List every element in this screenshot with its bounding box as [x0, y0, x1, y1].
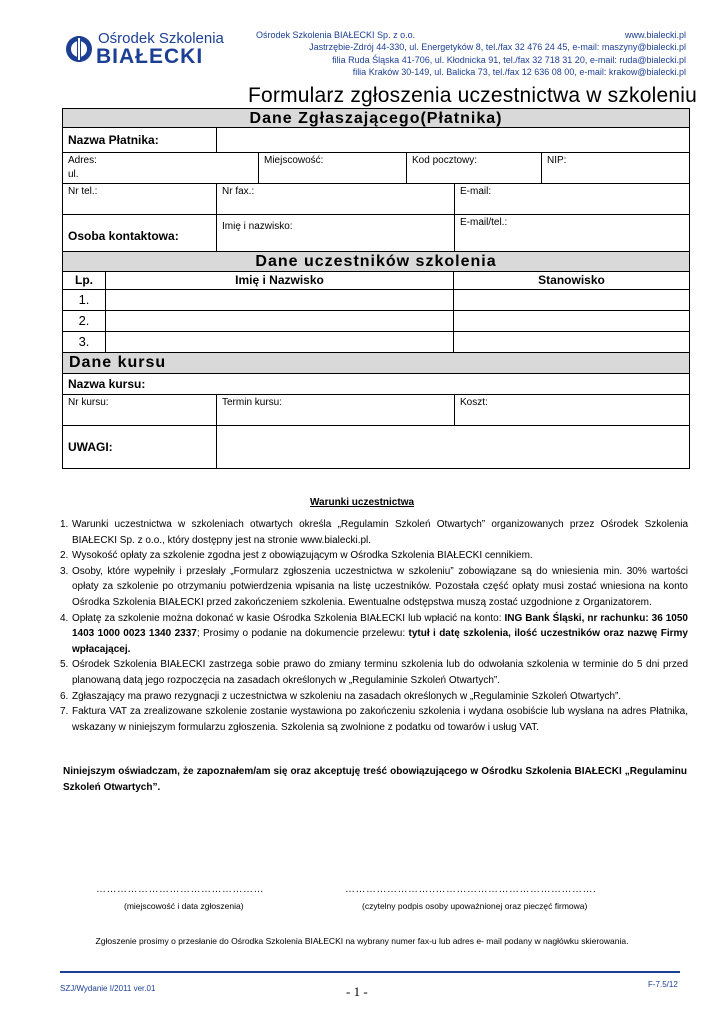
condition-item — [60, 657, 688, 688]
condition-text-part: Warunki uczestnictwa w szkoleniach otwartych określa „Regulamin Szkoleń Otwartych” organizowanych przez Ośrodek Szkolenia BIAŁECKI Sp. z o.o., który dostępny jest na stronie www.bialecki.pl. — [72, 519, 688, 546]
contact-person-label: Osoba kontaktowa: — [63, 215, 217, 251]
page-number: - 1 - — [346, 984, 368, 999]
city-field[interactable] — [259, 153, 407, 183]
participants-header-row — [62, 272, 690, 290]
company-logo — [64, 30, 224, 70]
condition-text-part: Wysokość opłaty za szkolenie zgodna jest z obowiązującym w Ośrodka Szkolenia BIAŁECKI cennikiem. — [72, 550, 533, 562]
condition-number: 2. — [60, 550, 69, 562]
condition-item — [60, 611, 688, 658]
participant-row — [62, 311, 690, 332]
contact-name-label: Imię i nazwisko: — [222, 221, 293, 232]
submission-note: Zgłoszenie prosimy o przesłanie do Ośrodka Szkolenia BIAŁECKI na wybrany numer fax-u lub adres e- mail podany w nagłówku skierowania. — [95, 936, 629, 946]
logo-brand: BIAŁECKI — [96, 45, 204, 68]
participant-number: 1. — [63, 290, 106, 310]
column-header-lp: Lp. — [63, 272, 106, 289]
participant-position-field[interactable] — [454, 290, 689, 310]
condition-text — [72, 564, 688, 611]
participant-name-field[interactable] — [106, 332, 454, 352]
contact-row — [62, 215, 690, 252]
course-name-row — [62, 374, 690, 395]
authorized-signature-caption: (czytelny podpis osoby upoważnionej oraz pieczęć firmowa) — [362, 901, 588, 911]
application-form — [62, 108, 690, 469]
participant-name-field[interactable] — [106, 311, 454, 331]
payer-name-field[interactable] — [217, 128, 689, 152]
participant-position-field[interactable] — [454, 332, 689, 352]
condition-number: 3. — [60, 565, 69, 577]
email-field[interactable] — [455, 184, 689, 214]
company-website[interactable]: www.bialecki.pl — [624, 30, 686, 40]
address-field[interactable] — [63, 153, 259, 183]
conditions-list — [60, 517, 688, 735]
course-name-field[interactable] — [63, 374, 689, 394]
nip-label: NIP: — [547, 155, 567, 166]
company-name: Ośrodek Szkolenia BIAŁECKI Sp. z o.o. — [256, 30, 416, 40]
fax-label: Nr fax.: — [222, 186, 255, 197]
participant-row — [62, 332, 690, 353]
authorized-signature-line[interactable]: ……………………..………………………………………. — [345, 884, 597, 895]
document-edition: SZJ/Wydanie I/2011 ver.01 — [60, 984, 156, 993]
declaration-text: Niniejszym oświadczam, że zapoznałem/am się oraz akceptuję treść obowiązującego w Ośrodku Szkolenia BIAŁECKI „Regulaminu Szkoleń Otwartych”. — [63, 766, 687, 793]
place-date-caption: (miejscowość i data zgłoszenia) — [124, 901, 244, 911]
condition-text — [72, 657, 688, 688]
logo-subtitle: Ośrodek Szkolenia — [98, 30, 224, 47]
form-code: F-7.5/12 — [648, 980, 678, 989]
condition-text-part: Zgłaszający ma prawo rezygnacji z uczestnictwa w szkoleniu na zasadach określonych w „Regulaminie Szkoleń Otwartych”. — [72, 690, 622, 702]
condition-text-part: Osoby, które wypełniły i przesłały „Formularz zgłoszenia uczestnictwa w szkoleniu” zobowiązane są do wniesienia min. 30% wartości opłaty za szkolenie po otrzymaniu potwierdzenia wpisania na listę uczestników. Pozostała część opłaty musi zostać wniesiona na konto Ośrodka Szkolenia BIAŁECKI przed zakończeniem szkolenia. Ewentualne odstępstwa muszą zostać uzgodnione z Organizatorem. — [72, 565, 688, 608]
condition-text-bold: tytuł i datę szkolenia, ilość uczestników oraz nazwę Firmy wpłacającej. — [72, 628, 688, 655]
course-date-field[interactable] — [217, 395, 455, 425]
remarks-field[interactable] — [217, 426, 689, 468]
section-header-participants — [62, 252, 690, 272]
condition-number: 6. — [60, 690, 69, 702]
phone-label: Nr tel.: — [68, 186, 98, 197]
city-label: Miejscowość: — [264, 155, 324, 166]
condition-item — [60, 704, 688, 735]
condition-number: 1. — [60, 519, 69, 530]
condition-text — [72, 611, 688, 658]
section-title-participants: Dane uczestników szkolenia — [63, 252, 689, 271]
course-number-label: Nr kursu: — [68, 397, 109, 408]
condition-text-part: Faktura VAT za zrealizowane szkolenie zostanie wystawiona po zakończeniu szkolenia i wydana osobiście lub wysłana na adres Płatnika, wskazany w niniejszym formularzu zgłoszenia. Szkolenia są zwolnione z podatku od towarów i usług VAT. — [72, 706, 688, 733]
section-title-course: Dane kursu — [63, 353, 689, 373]
condition-item — [60, 548, 688, 564]
place-date-signature-line[interactable]: ………………………………………… — [96, 884, 264, 895]
phone-row — [62, 184, 690, 215]
form-title: Formularz zgłoszenia uczestnictwa w szkoleniu — [248, 84, 698, 107]
section-title-payer: Dane Zgłaszającego(Płatnika) — [63, 109, 689, 127]
contact-email-label: E-mail/tel.: — [460, 217, 508, 228]
condition-text-part: Ośrodek Szkolenia BIAŁECKI zastrzega sobie prawo do zmiany terminu szkolenia lub do odwołania szkolenia w terminie do 5 dni przed planowaną datą jego rozpoczęcia na zasadach określonych w „Regulaminie Szkoleń Otwartych”. — [72, 659, 688, 686]
remarks-row — [62, 426, 690, 469]
conditions-title: Warunki uczestnictwa — [309, 497, 415, 508]
cost-field[interactable] — [455, 395, 689, 425]
postal-code-label: Kod pocztowy: — [412, 155, 478, 166]
condition-text — [72, 689, 688, 705]
cost-label: Koszt: — [460, 397, 488, 408]
logo-emblem-icon — [64, 34, 94, 64]
section-header-course — [62, 353, 690, 374]
participant-number: 3. — [63, 332, 106, 352]
participant-number: 2. — [63, 311, 106, 331]
address-line-krakow: filia Kraków 30-149, ul. Balicka 73, tel./fax 12 636 08 00, e-mail: krakow@bialecki.pl — [352, 67, 686, 77]
payer-name-label: Nazwa Płatnika: — [63, 128, 217, 152]
address-line-main: Jastrzębie-Zdrój 44-330, ul. Energetyków 8, tel./fax 32 476 24 45, e-mail: maszyny@bialecki.pl — [309, 42, 686, 52]
participant-name-field[interactable] — [106, 290, 454, 310]
condition-item — [60, 517, 688, 548]
condition-text-part: ; Prosimy o podanie na dokumencie przelewu: — [196, 628, 409, 640]
course-number-field[interactable] — [63, 395, 217, 425]
condition-item — [60, 689, 688, 705]
course-name-label: Nazwa kursu: — [68, 377, 146, 391]
fax-field[interactable] — [217, 184, 455, 214]
participant-position-field[interactable] — [454, 311, 689, 331]
condition-number: 5. — [60, 659, 69, 671]
course-date-label: Termin kursu: — [222, 397, 283, 408]
address-label: Adres: — [68, 155, 97, 166]
condition-number: 7. — [60, 706, 69, 718]
address-row — [62, 153, 690, 184]
address-line-ruda: filia Ruda Śląska 41-706, ul. Kłodnicka 91, tel./fax 32 718 31 20, e-mail: ruda@bialecki.pl — [332, 55, 686, 65]
nip-field[interactable] — [542, 153, 689, 183]
condition-text-part: Opłatę za szkolenie można dokonać w kasie Ośrodka Szkolenia BIAŁECKI lub wpłacić na konto: — [72, 612, 505, 624]
condition-number: 4. — [60, 612, 69, 624]
condition-text — [72, 517, 688, 548]
condition-text-bold: ING Bank Śląski, nr rachunku: 36 1050 1403 1000 0023 1340 2337 — [72, 612, 688, 640]
condition-text — [72, 704, 688, 735]
street-label: ul. — [68, 169, 79, 180]
column-header-name: Imię i Nazwisko — [106, 272, 454, 289]
postal-code-field[interactable] — [407, 153, 542, 183]
course-details-row — [62, 395, 690, 426]
participant-row — [62, 290, 690, 311]
email-label: E-mail: — [460, 186, 492, 197]
contact-email-field[interactable] — [455, 215, 689, 251]
column-header-position: Stanowisko — [538, 273, 605, 287]
condition-item — [60, 564, 688, 611]
phone-field[interactable] — [63, 184, 217, 214]
payer-name-row — [62, 128, 690, 153]
contact-name-field[interactable] — [217, 215, 455, 251]
condition-text — [72, 548, 688, 564]
section-header-payer — [62, 108, 690, 128]
remarks-label: UWAGI: — [63, 426, 217, 468]
footer-divider — [60, 971, 680, 973]
